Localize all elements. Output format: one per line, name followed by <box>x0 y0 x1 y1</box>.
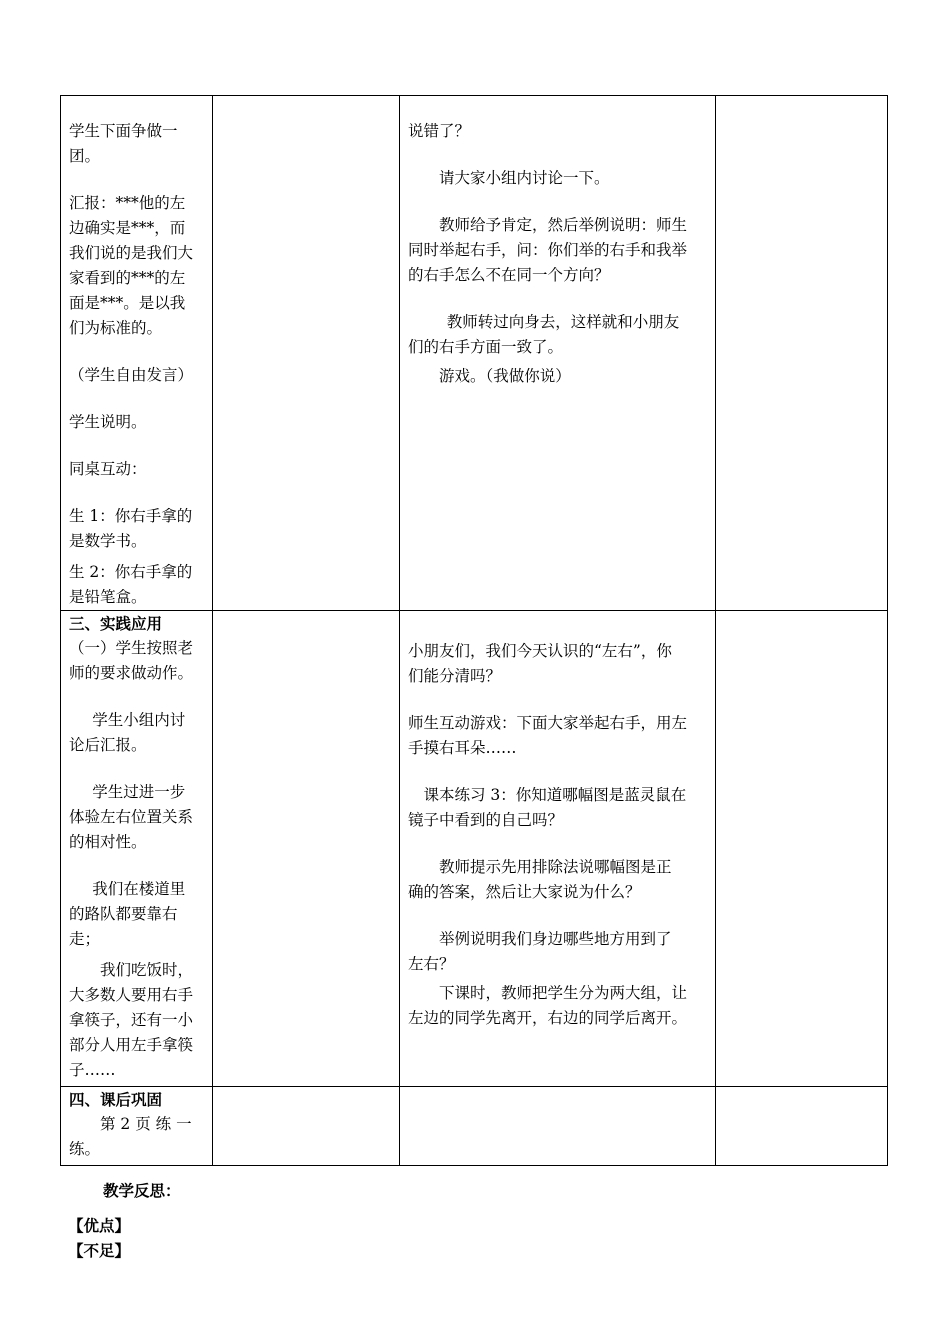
empty-cell <box>716 96 888 611</box>
text-line: 的路队都要靠右 <box>69 905 178 923</box>
text-line: 是铅笔盒。 <box>69 588 147 606</box>
text-line: 第 2 页 练 一 <box>100 1115 192 1133</box>
text-line: 我们说的是我们大 <box>69 244 194 262</box>
weaknesses-label: 【不足】 <box>68 1241 131 1260</box>
text-line: 部分人用左手拿筷 <box>69 1036 194 1054</box>
text-line: 师的要求做动作。 <box>69 664 194 682</box>
text-line: 学生小组内讨 <box>92 711 186 729</box>
text-line: 们能分清吗？ <box>408 667 502 685</box>
text-line: 体验左右位置关系 <box>69 808 194 826</box>
section-heading: 三、实践应用 <box>69 614 163 633</box>
student-activity-cell <box>61 1087 213 1166</box>
text-line: 生 2：你右手拿的 <box>69 563 193 581</box>
empty-cell <box>716 1087 888 1166</box>
text-line: 同时举起右手，问：你们举的右手和我举 <box>408 241 688 259</box>
text-line: 团。 <box>69 147 101 165</box>
text-line: 学生说明。 <box>69 413 147 431</box>
text-line: 的相对性。 <box>69 833 147 851</box>
reflection-title: 教学反思： <box>103 1181 181 1200</box>
text-line: 教师转过向身去，这样就和小朋友 <box>446 313 680 331</box>
text-line: 课本练习 3：你知道哪幅图是蓝灵鼠在 <box>423 786 687 804</box>
text-line: 举例说明我们身边哪些地方用到了 <box>439 930 672 948</box>
section-heading: 四、课后巩固 <box>69 1090 163 1109</box>
empty-cell <box>213 96 400 611</box>
text-line: 我们在楼道里 <box>92 880 186 898</box>
text-line: 说错了？ <box>408 122 471 140</box>
text-line: 汇报：***他的左 <box>69 194 186 212</box>
empty-cell <box>400 1087 716 1166</box>
text-line: 小朋友们，我们今天认识的“左右”，你 <box>408 642 672 660</box>
text-line: 生 1：你右手拿的 <box>69 507 193 525</box>
text-line: 教师给予肯定，然后举例说明：师生 <box>439 216 688 234</box>
text-line: 学生下面争做一 <box>69 122 178 140</box>
text-line: 面是***。是以我 <box>69 294 186 312</box>
text-line: 学生过进一步 <box>92 783 186 801</box>
text-line: 教师提示先用排除法说哪幅图是正 <box>439 858 672 876</box>
strengths-label: 【优点】 <box>68 1216 131 1235</box>
text-line: 左右？ <box>408 955 455 973</box>
student-activity-cell <box>61 611 213 1087</box>
text-line: 左边的同学先离开，右边的同学后离开。 <box>408 1009 688 1027</box>
empty-cell <box>716 611 888 1087</box>
text-line: 拿筷子，还有一小 <box>69 1011 194 1029</box>
text-line: 下课时，教师把学生分为两大组，让 <box>439 984 688 1002</box>
text-line: 我们吃饭时， <box>100 961 194 979</box>
text-line: 游戏。（我做你说） <box>439 367 571 385</box>
text-line: 练。 <box>69 1140 101 1158</box>
teacher-activity-cell <box>400 96 716 611</box>
empty-cell <box>213 611 400 1087</box>
text-line: 同桌互动： <box>69 460 147 478</box>
teacher-activity-cell <box>400 611 716 1087</box>
text-line: 镜子中看到的自己吗？ <box>408 811 564 829</box>
student-activity-cell <box>61 96 213 611</box>
text-line: 是数学书。 <box>69 532 147 550</box>
lesson-plan-table <box>60 95 888 1166</box>
text-line: 的右手怎么不在同一个方向？ <box>408 266 610 284</box>
text-line: （一）学生按照老 <box>69 639 194 657</box>
text-line: 请大家小组内讨论一下。 <box>439 169 610 187</box>
table-row <box>61 1087 888 1166</box>
text-line: 子…… <box>69 1061 116 1079</box>
text-line: 论后汇报。 <box>69 736 147 754</box>
text-line: 走； <box>69 930 101 948</box>
text-line: 大多数人要用右手 <box>69 986 194 1004</box>
table-row <box>61 96 888 611</box>
text-line: 手摸右耳朵…… <box>408 739 517 757</box>
empty-cell <box>213 1087 400 1166</box>
text-line: 师生互动游戏：下面大家举起右手，用左 <box>408 714 688 732</box>
text-line: 边确实是***，而 <box>69 219 186 237</box>
text-line: 确的答案，然后让大家说为什么？ <box>408 883 641 901</box>
table-row <box>61 611 888 1087</box>
text-line: 们的右手方面一致了。 <box>408 338 564 356</box>
text-line: 家看到的***的左 <box>69 269 186 287</box>
text-line: （学生自由发言） <box>69 366 194 384</box>
text-line: 们为标准的。 <box>69 319 163 337</box>
